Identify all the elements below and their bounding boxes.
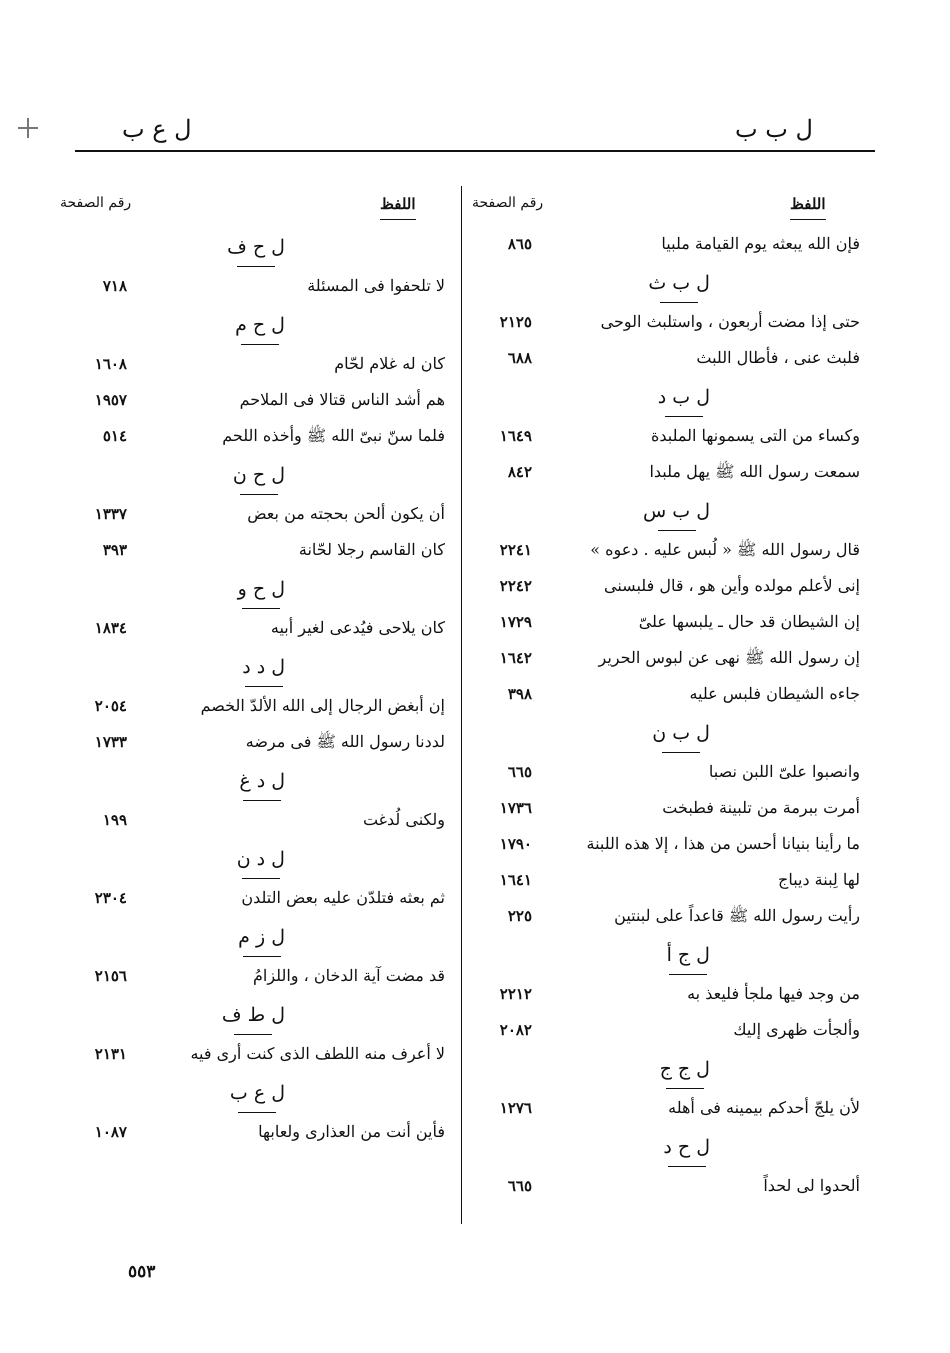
index-entry	[462, 606, 875, 642]
entry-page-number: ١٧٣٦	[499, 799, 532, 817]
entry-page-number: ١٢٧٦	[499, 1099, 532, 1117]
entry-phrase: لددنا رسول الله ﷺ فى مرضه	[245, 732, 445, 751]
entry-page-number: ١٦٠٨	[94, 355, 127, 373]
entry-page-number: ١٦٤٢	[499, 649, 532, 667]
root-heading	[45, 228, 455, 270]
root-heading	[462, 1128, 875, 1170]
index-entry	[462, 900, 875, 936]
right-column	[462, 228, 875, 1206]
entry-page-number: ١٨٣٤	[94, 619, 127, 637]
entry-page-number: ١٦٤٩	[499, 427, 532, 445]
entry-phrase: فلبث عنى ، فأطال اللبث	[696, 348, 860, 367]
right-column-page-header: رقم الصفحة	[472, 195, 544, 211]
root-label: ل ح م	[235, 314, 285, 345]
root-label: ل ط ف	[222, 1004, 285, 1035]
index-entry	[45, 690, 455, 726]
entry-phrase: وكساء من التى يسمونها الملبدة	[650, 426, 860, 445]
entry-phrase: ما رأينا بنيانا أحسن من هذا ، إلا هذه اللبنة	[586, 834, 860, 853]
entry-phrase: ولكنى لُدغت	[362, 810, 445, 829]
index-entry	[462, 456, 875, 492]
index-entry	[45, 384, 455, 420]
page-number: ٥٥٣	[128, 1262, 156, 1282]
entry-phrase: أن يكون ألحن بحجته من بعض	[247, 504, 445, 523]
entry-page-number: ٨٤٢	[507, 463, 532, 481]
index-entry	[45, 960, 455, 996]
header-root-right: ل ب ب	[735, 115, 813, 143]
index-entry	[462, 864, 875, 900]
index-entry	[45, 882, 455, 918]
root-heading	[45, 762, 455, 804]
entry-phrase: ألحدوا لى لحداً	[763, 1176, 860, 1195]
index-entry	[462, 828, 875, 864]
root-heading	[45, 570, 455, 612]
entry-page-number: ٢٢٤٢	[499, 577, 532, 595]
index-entry	[462, 306, 875, 342]
root-heading	[45, 306, 455, 348]
root-label: ل ح ف	[227, 236, 285, 267]
entry-page-number: ١٦٤١	[499, 871, 532, 889]
entry-page-number: ٣٩٨	[507, 685, 532, 703]
index-entry	[45, 1116, 455, 1152]
entry-phrase: سمعت رسول الله ﷺ يهل ملبدا	[649, 462, 860, 481]
index-entry	[45, 612, 455, 648]
root-heading	[45, 918, 455, 960]
entry-phrase: لها لِبنة ديباج	[777, 870, 860, 889]
entry-page-number: ١٧٣٣	[94, 733, 127, 751]
root-heading	[45, 1074, 455, 1116]
index-entry	[462, 978, 875, 1014]
root-label: ل ب د	[658, 386, 710, 417]
root-label: ل د غ	[239, 770, 285, 801]
root-heading	[462, 378, 875, 420]
entry-page-number: ٢١٥٦	[94, 967, 127, 985]
scan-mark-icon	[18, 118, 38, 138]
entry-page-number: ١٠٨٧	[94, 1123, 127, 1141]
root-heading	[45, 996, 455, 1038]
root-heading	[45, 648, 455, 690]
index-entry	[462, 342, 875, 378]
entry-page-number: ٢٢١٢	[499, 985, 532, 1003]
index-entry	[45, 420, 455, 456]
root-label: ل د ن	[237, 848, 285, 879]
entry-page-number: ١٧٢٩	[499, 613, 532, 631]
index-entry	[462, 228, 875, 264]
root-label: ل ب ث	[648, 272, 710, 303]
entry-phrase: جاءه الشيطان فلبس عليه	[689, 684, 860, 703]
entry-phrase: إن أبغض الرجال إلى الله الألدّ الخصم	[200, 696, 445, 715]
root-heading	[462, 492, 875, 534]
header-rule	[75, 150, 875, 152]
index-entry	[45, 804, 455, 840]
index-entry	[462, 678, 875, 714]
root-label: ل ج أ	[667, 944, 710, 975]
entry-phrase: كان القاسم رجلا لحّانة	[298, 540, 445, 559]
entry-phrase: ثم بعثه فتلدّن عليه بعض التلدن	[241, 888, 445, 907]
entry-page-number: ٢٢٤١	[499, 541, 532, 559]
entry-page-number: ٦٨٨	[507, 349, 532, 367]
left-column-page-header: رقم الصفحة	[60, 195, 132, 211]
entry-phrase: لأن يلجّ أحدكم بيمينه فى أهله	[668, 1098, 860, 1117]
entry-phrase: فلما سنّ نبىّ الله ﷺ وأخذه اللحم	[222, 426, 445, 445]
index-entry	[45, 1038, 455, 1074]
entry-page-number: ١٩٩	[102, 811, 127, 829]
root-label: ل ب ن	[652, 722, 710, 753]
entry-phrase: إن رسول الله ﷺ نهى عن لبوس الحرير	[598, 648, 860, 667]
entry-phrase: من وجد فيها ملجأ فليعذ به	[687, 984, 860, 1003]
root-label: ل ز م	[238, 926, 285, 957]
index-entry	[462, 570, 875, 606]
root-label: ل ع ب	[230, 1082, 285, 1113]
right-column-word-header: اللفظ	[790, 195, 826, 220]
entry-phrase: أمرت ببرمة من تلبينة فطبخت	[662, 798, 860, 817]
entry-phrase: فإن الله يبعثه يوم القيامة ملبيا	[661, 234, 860, 253]
entry-phrase: كان له غلام لحّام	[334, 354, 445, 373]
root-heading	[462, 936, 875, 978]
entry-page-number: ٦٦٥	[507, 1177, 532, 1195]
entry-page-number: ٢٢٥	[507, 907, 532, 925]
index-entry	[45, 726, 455, 762]
root-label: ل ب س	[643, 500, 710, 531]
root-label: ل د د	[242, 656, 285, 687]
index-entry	[462, 756, 875, 792]
index-entry	[462, 1092, 875, 1128]
left-column	[45, 228, 455, 1152]
root-heading	[462, 714, 875, 756]
root-label: ل ج ج	[660, 1058, 710, 1089]
index-entry	[462, 534, 875, 570]
entry-page-number: ٢٣٠٤	[94, 889, 127, 907]
entry-page-number: ٢٠٨٢	[499, 1021, 532, 1039]
entry-phrase: فأين أنت من العذارى ولعابها	[258, 1122, 445, 1141]
index-entry	[462, 792, 875, 828]
entry-phrase: كان يلاحى فيُدعى لغير أبيه	[270, 618, 445, 637]
index-entry	[462, 1014, 875, 1050]
entry-phrase: وألجأت ظهرى إليك	[733, 1020, 860, 1039]
entry-phrase: وانصبوا علىّ اللبن نصبا	[708, 762, 860, 781]
entry-page-number: ١٩٥٧	[94, 391, 127, 409]
entry-page-number: ٢١٢٥	[499, 313, 532, 331]
index-entry	[462, 1170, 875, 1206]
entry-phrase: قد مضت آية الدخان ، واللزامُ	[252, 966, 445, 985]
index-entry	[462, 642, 875, 678]
entry-page-number: ٦٦٥	[507, 763, 532, 781]
entry-page-number: ٢٠٥٤	[94, 697, 127, 715]
entry-phrase: لا أعرف منه اللطف الذى كنت أرى فيه	[190, 1044, 445, 1063]
entry-phrase: لا تلحفوا فى المسئلة	[307, 276, 445, 295]
root-label: ل ح د	[663, 1136, 710, 1167]
index-entry	[45, 498, 455, 534]
entry-page-number: ٨٦٥	[507, 235, 532, 253]
left-column-word-header: اللفظ	[380, 195, 416, 220]
entry-page-number: ٢١٣١	[94, 1045, 127, 1063]
entry-phrase: إن الشيطان قد حال ـ يلبسها علىّ	[638, 612, 860, 631]
root-label: ل ح ن	[233, 464, 285, 495]
index-entry	[45, 348, 455, 384]
entry-page-number: ٥١٤	[102, 427, 127, 445]
root-label: ل ح و	[238, 578, 285, 609]
entry-page-number: ٣٩٣	[102, 541, 127, 559]
index-entry	[45, 270, 455, 306]
root-heading	[45, 456, 455, 498]
entry-phrase: هم أشد الناس قتالا فى الملاحم	[239, 390, 445, 409]
entry-page-number: ١٧٩٠	[499, 835, 532, 853]
entry-phrase: رأيت رسول الله ﷺ قاعداً على لبنتين	[614, 906, 860, 925]
entry-page-number: ١٣٣٧	[94, 505, 127, 523]
entry-page-number: ٧١٨	[102, 277, 127, 295]
index-entry	[462, 420, 875, 456]
root-heading	[45, 840, 455, 882]
root-heading	[462, 1050, 875, 1092]
header-root-left: ل ع ب	[122, 115, 192, 143]
index-entry	[45, 534, 455, 570]
entry-phrase: حتى إذا مضت أربعون ، واستلبث الوحى	[600, 312, 860, 331]
entry-phrase: إنى لأعلم مولده وأين هو ، قال فلبسنى	[604, 576, 860, 595]
entry-phrase: قال رسول الله ﷺ « لُبس عليه . دعوه »	[590, 540, 860, 559]
root-heading	[462, 264, 875, 306]
